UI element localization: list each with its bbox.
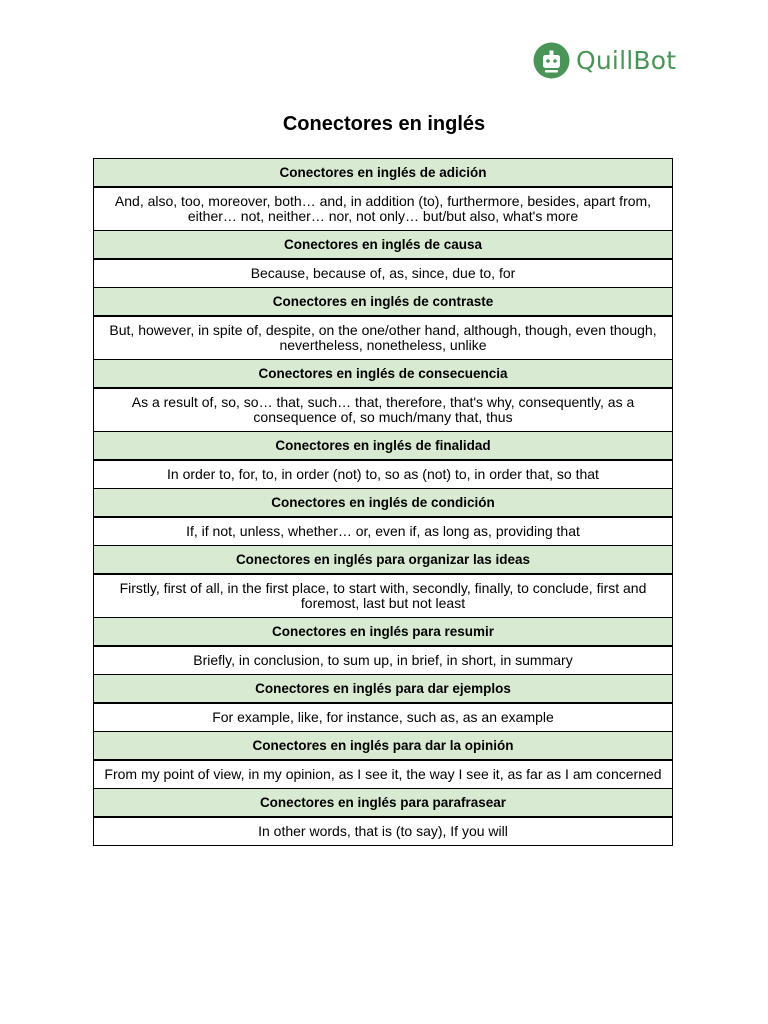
section-heading: Conectores en inglés de consecuencia xyxy=(94,360,673,389)
section-header-row xyxy=(94,546,673,575)
section-header-row xyxy=(94,360,673,389)
section-content-row xyxy=(94,316,673,360)
section-heading: Conectores en inglés para dar ejemplos xyxy=(94,675,673,704)
section-heading: Conectores en inglés de adición xyxy=(94,159,673,188)
section-content-row xyxy=(94,817,673,846)
section-content-row xyxy=(94,388,673,432)
section-content-row xyxy=(94,259,673,288)
section-header-row xyxy=(94,489,673,518)
section-heading: Conectores en inglés para parafrasear xyxy=(94,789,673,818)
quillbot-logo[interactable] xyxy=(533,42,676,79)
section-heading: Conectores en inglés para organizar las ideas xyxy=(94,546,673,575)
section-heading: Conectores en inglés para dar la opinión xyxy=(94,732,673,761)
section-heading: Conectores en inglés de condición xyxy=(94,489,673,518)
section-heading: Conectores en inglés de contraste xyxy=(94,288,673,317)
page-title: Conectores en inglés xyxy=(282,113,486,135)
section-header-row xyxy=(94,288,673,317)
section-content-row xyxy=(94,517,673,546)
section-content-row xyxy=(94,460,673,489)
section-content: From my point of view, in my opinion, as I see it, the way I see it, as far as I am concerned xyxy=(94,760,673,789)
section-content: Firstly, first of all, in the first place, to start with, secondly, finally, to conclude, first and foremost, last but not least xyxy=(94,574,673,618)
section-content-row xyxy=(94,574,673,618)
connectors-table xyxy=(93,158,673,846)
section-heading: Conectores en inglés de causa xyxy=(94,231,673,260)
section-content: In order to, for, to, in order (not) to, so as (not) to, in order that, so that xyxy=(94,460,673,489)
section-header-row xyxy=(94,789,673,818)
section-header-row xyxy=(94,432,673,461)
section-content: Briefly, in conclusion, to sum up, in brief, in short, in summary xyxy=(94,646,673,675)
section-content-row xyxy=(94,187,673,231)
section-content: And, also, too, moreover, both… and, in addition (to), furthermore, besides, apart from, either… not, neither… nor, not only… but/but also, what's more xyxy=(94,187,673,231)
section-content-row xyxy=(94,760,673,789)
brand-name: QuillBot xyxy=(576,46,677,75)
section-content: As a result of, so, so… that, such… that, therefore, that's why, consequently, as a consequence of, so much/many that, thus xyxy=(94,388,673,432)
section-header-row xyxy=(94,675,673,704)
section-header-row xyxy=(94,618,673,647)
section-content-row xyxy=(94,703,673,732)
section-heading: Conectores en inglés de finalidad xyxy=(94,432,673,461)
section-heading: Conectores en inglés para resumir xyxy=(94,618,673,647)
section-content: But, however, in spite of, despite, on the one/other hand, although, though, even though, nevertheless, nonetheless, unlike xyxy=(94,316,673,360)
section-header-row xyxy=(94,732,673,761)
section-content-row xyxy=(94,646,673,675)
section-content: For example, like, for instance, such as, as an example xyxy=(94,703,673,732)
section-header-row xyxy=(94,159,673,188)
section-content: Because, because of, as, since, due to, for xyxy=(94,259,673,288)
section-content: If, if not, unless, whether… or, even if, as long as, providing that xyxy=(94,517,673,546)
quillbot-robot-icon xyxy=(533,42,570,79)
section-content: In other words, that is (to say), If you will xyxy=(94,817,673,846)
section-header-row xyxy=(94,231,673,260)
